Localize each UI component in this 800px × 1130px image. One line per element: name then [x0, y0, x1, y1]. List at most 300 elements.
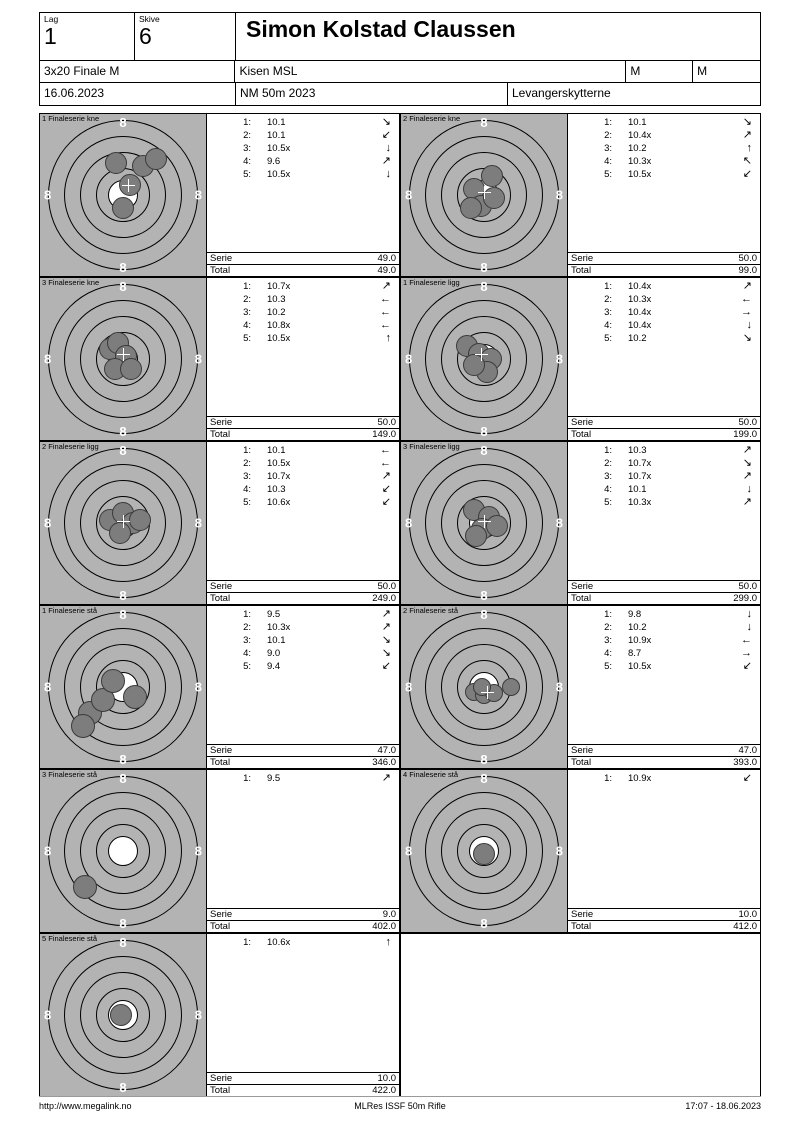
shot-number: 5:: [243, 497, 251, 508]
shot-list: [568, 772, 760, 785]
total-value: 49.0: [377, 265, 396, 276]
shot-direction-icon: ↙: [381, 496, 391, 508]
shot-value: 10.5x: [628, 661, 652, 672]
ring-number-8: 8: [480, 443, 488, 458]
shot-value: 10.3: [267, 484, 286, 495]
shot-direction-icon: ↗: [742, 470, 752, 482]
ring-number-8: 8: [194, 843, 202, 859]
ring-number-8: 8: [555, 679, 563, 695]
shot-value: 10.7x: [628, 458, 652, 469]
shot-direction-icon: ←: [380, 319, 391, 331]
running-total-row: [207, 920, 399, 932]
serie-total-row: [207, 416, 399, 428]
shot-row: [207, 660, 399, 673]
shot-direction-icon: ↙: [381, 129, 391, 141]
shot-number: 5:: [243, 661, 251, 672]
shot-number: 5:: [604, 169, 612, 180]
target-face: [400, 277, 568, 441]
ring-number-8: 8: [480, 771, 488, 786]
series-title: 3 Finaleserie kne: [42, 278, 100, 287]
shot-direction-icon: ↓: [385, 168, 391, 180]
date-cell: [40, 83, 236, 105]
shot-hole: [502, 678, 520, 696]
series-block: [400, 113, 761, 277]
shot-value: 10.3: [628, 445, 647, 456]
ring-number-8: 8: [480, 115, 488, 130]
ring-number-8: 8: [480, 279, 488, 294]
shot-value: 10.1: [628, 484, 647, 495]
class-cell: [40, 61, 235, 82]
serie-label: Serie: [571, 581, 594, 592]
group-center-cross: [481, 686, 494, 699]
shot-number: 4:: [243, 648, 251, 659]
event-value: NM 50m 2023: [240, 86, 316, 100]
shot-direction-icon: ↙: [381, 483, 391, 495]
total-label: Total: [571, 757, 592, 768]
ring-number-8: 8: [555, 843, 563, 859]
running-total-row: [568, 920, 760, 932]
series-title: 1 Finaleserie ligg: [403, 278, 460, 287]
ring-number-8: 8: [119, 752, 127, 767]
target-face: [39, 277, 207, 441]
ring-number-8: 8: [194, 351, 202, 367]
shot-value: 10.2: [267, 307, 286, 318]
shot-number: 4:: [243, 484, 251, 495]
serie-total-row: [568, 908, 760, 920]
ring-number-8: 8: [119, 443, 127, 458]
shot-number: 1:: [604, 445, 612, 456]
ring-number-8: 8: [405, 679, 413, 695]
shot-value: 10.6x: [267, 937, 291, 948]
series-shot-panel: [568, 277, 761, 441]
shot-number: 4:: [604, 484, 612, 495]
shot-direction-icon: ↙: [381, 660, 391, 672]
shot-number: 2:: [604, 622, 612, 633]
serie-label: Serie: [210, 909, 233, 920]
footer-url[interactable]: http://www.megalink.no: [39, 1101, 132, 1111]
shot-direction-icon: ↘: [381, 116, 391, 128]
target-face: [39, 605, 207, 769]
shot-direction-icon: ↙: [742, 168, 752, 180]
series-block: [39, 277, 400, 441]
shot-list: [207, 772, 399, 785]
serie-total-row: [568, 416, 760, 428]
ring-number-8: 8: [405, 843, 413, 859]
ring-number-8: 8: [44, 515, 52, 531]
shot-row: [568, 168, 760, 181]
shot-hole: [105, 152, 127, 174]
shot-row: [207, 293, 399, 306]
shot-direction-icon: ↗: [742, 280, 752, 292]
shot-value: 9.6: [267, 156, 281, 167]
shot-number: 1:: [604, 117, 612, 128]
series-totals: [568, 908, 760, 932]
shot-row: [207, 155, 399, 168]
total-value: 249.0: [372, 593, 396, 604]
serie-total-row: [207, 744, 399, 756]
shot-row: [568, 634, 760, 647]
shot-row: [207, 142, 399, 155]
lag-value: 1: [44, 23, 57, 49]
shot-direction-icon: ↗: [381, 772, 391, 784]
shot-value: 10.4x: [628, 130, 652, 141]
ring-number-8: 8: [405, 515, 413, 531]
shot-row: [207, 306, 399, 319]
total-value: 402.0: [372, 921, 396, 932]
shot-row: [568, 280, 760, 293]
shot-hole: [73, 875, 97, 899]
class-value: 3x20 Finale M: [44, 64, 120, 78]
series-block: [39, 441, 400, 605]
ring-number-8: 8: [119, 916, 127, 931]
target-face: [400, 769, 568, 933]
shot-row: [207, 319, 399, 332]
ring-number-8: 8: [480, 916, 488, 931]
shot-value: 10.3x: [628, 294, 652, 305]
shot-value: 10.3x: [267, 622, 291, 633]
series-shot-panel: [568, 605, 761, 769]
serie-total-row: [207, 580, 399, 592]
shot-list: [568, 116, 760, 181]
series-totals: [207, 416, 399, 440]
shot-hole: [101, 669, 125, 693]
shot-direction-icon: ↘: [381, 647, 391, 659]
shot-value: 10.4x: [628, 320, 652, 331]
club-cell: [508, 83, 760, 105]
series-shot-panel: [207, 605, 400, 769]
series-grid: [39, 113, 761, 1097]
shot-row: [207, 634, 399, 647]
weapon-cell: [235, 61, 626, 82]
shot-value: 9.5: [267, 609, 281, 620]
shot-row: [568, 647, 760, 660]
shot-row: [568, 621, 760, 634]
shot-direction-icon: ↗: [381, 621, 391, 633]
total-label: Total: [571, 429, 592, 440]
ring-number-8: 8: [44, 1007, 52, 1023]
ring-number-8: 8: [480, 260, 488, 275]
shot-number: 3:: [243, 635, 251, 646]
shot-value: 10.5x: [267, 143, 291, 154]
serie-value: 49.0: [377, 253, 396, 264]
shot-value: 9.8: [628, 609, 642, 620]
shot-value: 10.7x: [267, 281, 291, 292]
total-value: 346.0: [372, 757, 396, 768]
serie-value: 50.0: [738, 417, 757, 428]
lag-cell: [40, 13, 135, 60]
serie-label: Serie: [571, 253, 594, 264]
shot-direction-icon: ↙: [742, 660, 752, 672]
shot-direction-icon: ↓: [746, 483, 752, 495]
shot-direction-icon: →: [741, 647, 752, 659]
shot-number: 1:: [604, 281, 612, 292]
shot-direction-icon: ↓: [746, 621, 752, 633]
series-shot-panel: [568, 113, 761, 277]
shot-row: [568, 142, 760, 155]
footer-printed: 17:07 - 18.06.2023: [685, 1101, 761, 1111]
shot-value: 10.4x: [628, 281, 652, 292]
ring-number-8: 8: [119, 771, 127, 786]
ring-number-8: 8: [44, 187, 52, 203]
shot-direction-icon: ↖: [742, 155, 752, 167]
skive-cell: [135, 13, 236, 60]
ring-number-8: 8: [194, 187, 202, 203]
date-value: 16.06.2023: [44, 86, 105, 100]
shot-row: [568, 319, 760, 332]
shot-number: 1:: [243, 281, 251, 292]
ring-number-8: 8: [405, 187, 413, 203]
series-row: [39, 933, 761, 1097]
shot-number: 2:: [243, 622, 251, 633]
skive-label: Skive: [139, 14, 160, 24]
skive-value: 6: [139, 23, 152, 49]
shot-list: [568, 444, 760, 509]
shot-list: [207, 116, 399, 181]
club-value: Levangerskytterne: [512, 86, 611, 100]
series-shot-panel: [207, 769, 400, 933]
shot-direction-icon: ↑: [385, 332, 391, 344]
shot-value: 10.1: [267, 130, 286, 141]
serie-label: Serie: [210, 417, 233, 428]
target-face: [39, 113, 207, 277]
series-shot-panel: [568, 441, 761, 605]
group-center-cross: [475, 348, 488, 361]
shot-value: 9.4: [267, 661, 281, 672]
ring-number-8: 8: [405, 351, 413, 367]
shot-value: 9.5: [267, 773, 281, 784]
shot-row: [207, 608, 399, 621]
ring-number-8: 8: [480, 588, 488, 603]
running-total-row: [207, 756, 399, 768]
shot-number: 5:: [604, 661, 612, 672]
shot-row: [568, 116, 760, 129]
series-block: [39, 113, 400, 277]
shot-value: 10.7x: [267, 471, 291, 482]
shot-row: [207, 116, 399, 129]
marker-value-1: M: [630, 64, 641, 78]
shot-direction-icon: ↗: [742, 496, 752, 508]
shot-value: 10.1: [267, 445, 286, 456]
total-value: 422.0: [372, 1085, 396, 1096]
total-label: Total: [571, 265, 592, 276]
ring-number-8: 8: [44, 351, 52, 367]
shot-number: 4:: [243, 156, 251, 167]
shot-value: 10.2: [628, 333, 647, 344]
shot-row: [207, 496, 399, 509]
series-totals: [207, 908, 399, 932]
shooter-name: Simon Kolstad Claussen: [246, 16, 516, 42]
shot-direction-icon: ↘: [742, 457, 752, 469]
shot-number: 4:: [243, 320, 251, 331]
total-label: Total: [210, 921, 231, 932]
shot-value: 10.3x: [628, 156, 652, 167]
serie-total-row: [568, 252, 760, 264]
shooter-cell: [236, 13, 760, 60]
shot-value: 10.5x: [267, 169, 291, 180]
shot-number: 2:: [243, 130, 251, 141]
total-label: Total: [210, 1085, 231, 1096]
series-totals: [207, 744, 399, 768]
ring-number-8: 8: [480, 424, 488, 439]
shot-direction-icon: ←: [380, 457, 391, 469]
shot-row: [568, 660, 760, 673]
event-cell: [236, 83, 508, 105]
shot-direction-icon: ↓: [746, 608, 752, 620]
shot-value: 10.1: [628, 117, 647, 128]
shot-row: [207, 280, 399, 293]
series-totals: [207, 580, 399, 604]
serie-total-row: [568, 580, 760, 592]
total-value: 149.0: [372, 429, 396, 440]
shot-number: 3:: [604, 635, 612, 646]
target-face: [400, 113, 568, 277]
shot-list: [568, 608, 760, 673]
header-table: [39, 12, 761, 106]
shot-direction-icon: ↑: [746, 142, 752, 154]
series-block: [39, 605, 400, 769]
shot-list: [207, 608, 399, 673]
ring-number-8: 8: [555, 515, 563, 531]
shot-row: [207, 457, 399, 470]
series-row: [39, 277, 761, 441]
ring-number-8: 8: [555, 187, 563, 203]
serie-value: 10.0: [738, 909, 757, 920]
header-row-primary: [40, 13, 760, 61]
shot-direction-icon: ←: [380, 306, 391, 318]
total-label: Total: [210, 593, 231, 604]
lag-label: Lag: [44, 14, 59, 24]
shot-value: 10.1: [267, 117, 286, 128]
shot-number: 1:: [243, 609, 251, 620]
series-totals: [568, 744, 760, 768]
shot-row: [207, 647, 399, 660]
series-block: [400, 605, 761, 769]
ring-number-8: 8: [119, 588, 127, 603]
series-totals: [207, 252, 399, 276]
ring-number-8: 8: [194, 515, 202, 531]
serie-total-row: [207, 908, 399, 920]
target-face: [39, 441, 207, 605]
shot-number: 2:: [604, 294, 612, 305]
shot-hole: [123, 685, 147, 709]
shot-number: 2:: [604, 130, 612, 141]
series-title: 3 Finaleserie ligg: [403, 442, 460, 451]
shot-row: [568, 444, 760, 457]
shot-row: [568, 496, 760, 509]
weapon-value: Kisen MSL: [239, 64, 298, 78]
shot-list: [207, 280, 399, 345]
shot-row: [207, 483, 399, 496]
serie-label: Serie: [571, 909, 594, 920]
shot-hole: [71, 714, 95, 738]
series-title: 1 Finaleserie kne: [42, 114, 100, 123]
ring-number-8: 8: [119, 260, 127, 275]
header-row-class: [40, 61, 760, 83]
series-title: 2 Finaleserie ligg: [42, 442, 99, 451]
shot-row: [568, 306, 760, 319]
total-label: Total: [210, 429, 231, 440]
shot-list: [568, 280, 760, 345]
shot-number: 2:: [243, 458, 251, 469]
series-shot-panel: [207, 933, 400, 1097]
series-title: 3 Finaleserie stå: [42, 770, 98, 779]
shot-direction-icon: ←: [380, 293, 391, 305]
shot-direction-icon: ↗: [742, 444, 752, 456]
target-face: [400, 441, 568, 605]
serie-value: 47.0: [377, 745, 396, 756]
shot-number: 1:: [604, 773, 612, 784]
ring-number-8: 8: [555, 351, 563, 367]
shot-direction-icon: ↓: [746, 319, 752, 331]
shot-row: [568, 772, 760, 785]
shot-number: 1:: [243, 445, 251, 456]
ring-number-8: 8: [480, 752, 488, 767]
shot-row: [207, 332, 399, 345]
shot-value: 10.2: [628, 143, 647, 154]
shot-list: [207, 444, 399, 509]
shot-hole: [460, 197, 482, 219]
shot-number: 3:: [604, 471, 612, 482]
total-value: 393.0: [733, 757, 757, 768]
shot-number: 3:: [604, 143, 612, 154]
series-totals: [568, 252, 760, 276]
shot-number: 4:: [604, 156, 612, 167]
serie-total-row: [207, 1072, 399, 1084]
total-value: 299.0: [733, 593, 757, 604]
shot-value: 10.1: [267, 635, 286, 646]
group-center-cross: [478, 515, 491, 528]
shot-row: [207, 772, 399, 785]
shot-number: 1:: [243, 937, 251, 948]
shot-number: 5:: [604, 497, 612, 508]
shot-row: [207, 936, 399, 949]
serie-value: 50.0: [377, 581, 396, 592]
series-totals: [207, 1072, 399, 1096]
shot-direction-icon: →: [741, 306, 752, 318]
series-block: [39, 769, 400, 933]
shot-value: 10.9x: [628, 635, 652, 646]
running-total-row: [207, 264, 399, 276]
series-block: [39, 933, 400, 1097]
shot-direction-icon: ↘: [381, 634, 391, 646]
shot-number: 1:: [243, 117, 251, 128]
shot-direction-icon: ↗: [381, 608, 391, 620]
running-total-row: [568, 592, 760, 604]
shot-value: 10.5x: [628, 169, 652, 180]
total-value: 99.0: [738, 265, 757, 276]
shot-direction-icon: ↙: [742, 772, 752, 784]
total-value: 199.0: [733, 429, 757, 440]
ring-number-8: 8: [119, 935, 127, 950]
ring-number-8: 8: [119, 1080, 127, 1095]
series-row: [39, 441, 761, 605]
series-shot-panel: [207, 441, 400, 605]
serie-label: Serie: [210, 745, 233, 756]
serie-value: 50.0: [377, 417, 396, 428]
shot-hole: [112, 197, 134, 219]
shot-row: [568, 129, 760, 142]
shot-direction-icon: ←: [741, 293, 752, 305]
scoring-ring: [108, 836, 138, 866]
shot-row: [568, 608, 760, 621]
serie-total-row: [568, 744, 760, 756]
total-label: Total: [571, 921, 592, 932]
shot-number: 2:: [604, 458, 612, 469]
marker-value-2: M: [697, 64, 708, 78]
shot-hole: [129, 509, 151, 531]
total-value: 412.0: [733, 921, 757, 932]
serie-label: Serie: [571, 745, 594, 756]
